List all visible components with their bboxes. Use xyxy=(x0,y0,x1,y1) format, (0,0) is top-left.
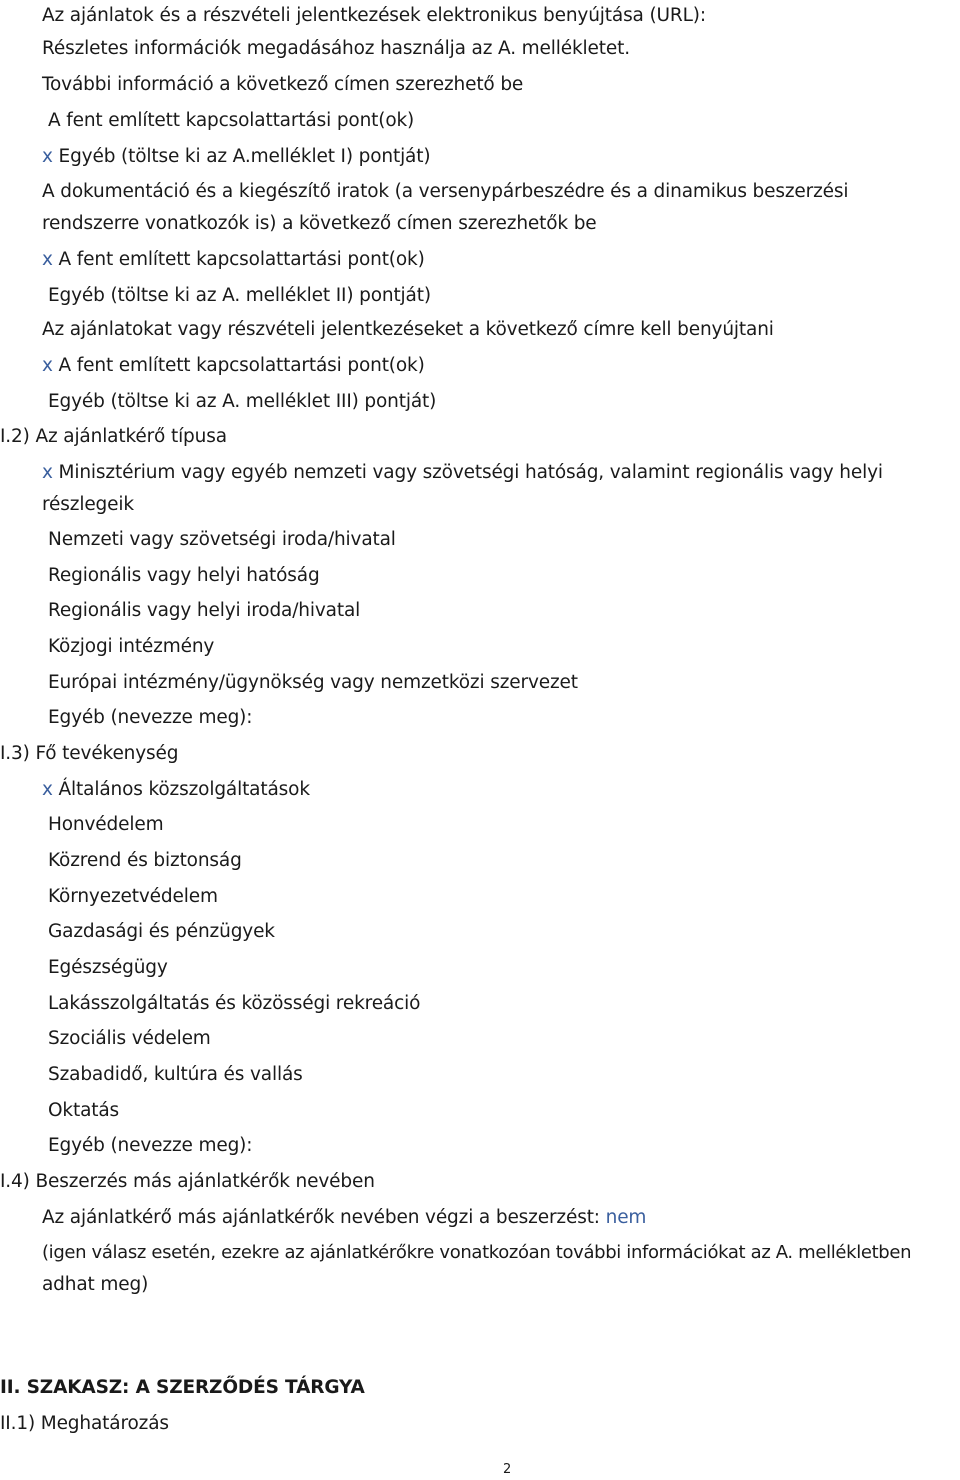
section-i2-heading: I.2) Az ajánlatkérő típusa xyxy=(0,426,227,447)
checkbox-mark: x xyxy=(42,779,53,800)
option-label: Általános közszolgáltatások xyxy=(58,779,310,800)
main-activity-option: Egészségügy xyxy=(48,957,168,978)
main-activity-option: Szabadidő, kultúra és vallás xyxy=(48,1064,303,1085)
option-label: Minisztérium vagy egyéb nemzeti vagy szövetségi hatóság, valamint regionális vagy helyi xyxy=(58,462,883,483)
authority-type-option: Európai intézmény/ügynökség vagy nemzetközi szervezet xyxy=(48,672,578,693)
main-activity-option: Egyéb (nevezze meg): xyxy=(48,1135,253,1156)
submission-address-line: Az ajánlatokat vagy részvételi jelentkezéseket a következő címre kell benyújtani xyxy=(42,319,774,340)
submission-other-option: Egyéb (töltse ki az A. melléklet III) pontját) xyxy=(48,391,437,412)
main-activity-option: Honvédelem xyxy=(48,814,164,835)
main-activity-option: Környezetvédelem xyxy=(48,886,218,907)
authority-type-option: Nemzeti vagy szövetségi iroda/hivatal xyxy=(48,529,396,550)
documentation-line-2: rendszerre vonatkozók is) a következő címen szerezhetők be xyxy=(42,213,597,234)
authority-type-option: Regionális vagy helyi hatóság xyxy=(48,565,320,586)
question-text: Az ajánlatkérő más ajánlatkérők nevében végzi a beszerzést: xyxy=(42,1207,600,1228)
authority-type-option: Regionális vagy helyi iroda/hivatal xyxy=(48,600,361,621)
checkbox-mark: x xyxy=(42,355,53,376)
section-i3-heading: I.3) Fő tevékenység xyxy=(0,743,179,764)
main-activity-option: Szociális védelem xyxy=(48,1028,211,1049)
main-activity-option: Lakásszolgáltatás és közösségi rekreáció xyxy=(48,993,421,1014)
main-activity-option: Oktatás xyxy=(48,1100,120,1121)
authority-type-selected-option xyxy=(42,461,883,485)
documentation-other-option: Egyéb (töltse ki az A. melléklet II) pontját) xyxy=(48,285,431,306)
checkbox-mark: x xyxy=(42,146,53,167)
authority-type-option: Közjogi intézmény xyxy=(48,636,215,657)
section-ii1-heading: II.1) Meghatározás xyxy=(0,1413,169,1434)
main-activity-option: Gazdasági és pénzügyek xyxy=(48,921,275,942)
more-info-contact-option: A fent említett kapcsolattartási pont(ok) xyxy=(48,110,415,131)
electronic-submission-url-line: Az ajánlatok és a részvételi jelentkezések elektronikus benyújtása (URL): xyxy=(42,5,706,26)
on-behalf-note-line-1: (igen válasz esetén, ezekre az ajánlatkérőkre vonatkozóan további információkat az A. mellékletben xyxy=(42,1242,912,1263)
documentation-contact-option xyxy=(42,248,425,272)
section-ii-heading: II. SZAKASZ: A SZERZŐDÉS TÁRGYA xyxy=(0,1377,365,1398)
checkbox-mark: x xyxy=(42,249,53,270)
option-label: Egyéb (töltse ki az A.melléklet I) pontját) xyxy=(58,146,431,167)
option-label: A fent említett kapcsolattartási pont(ok) xyxy=(58,249,425,270)
option-label: A fent említett kapcsolattartási pont(ok) xyxy=(58,355,425,376)
answer-value: nem xyxy=(605,1207,647,1228)
checkbox-mark: x xyxy=(42,462,53,483)
more-info-other-option xyxy=(42,145,430,169)
more-info-line: További információ a következő címen szerezhető be xyxy=(42,74,524,95)
documentation-line-1: A dokumentáció és a kiegészítő iratok (a versenypárbeszédre és a dinamikus beszerzési xyxy=(42,181,849,202)
page-number: 2 xyxy=(503,1462,512,1477)
authority-type-selected-option-cont: részlegeik xyxy=(42,494,134,515)
main-activity-option: Közrend és biztonság xyxy=(48,850,242,871)
details-annex-line: Részletes információk megadásához használja az A. mellékletet. xyxy=(42,38,630,59)
authority-type-option: Egyéb (nevezze meg): xyxy=(48,707,253,728)
main-activity-selected-option xyxy=(42,778,310,802)
on-behalf-note-line-2: adhat meg) xyxy=(42,1274,149,1295)
section-i4-heading: I.4) Beszerzés más ajánlatkérők nevében xyxy=(0,1171,375,1192)
on-behalf-question xyxy=(42,1206,646,1230)
submission-contact-option xyxy=(42,354,425,378)
